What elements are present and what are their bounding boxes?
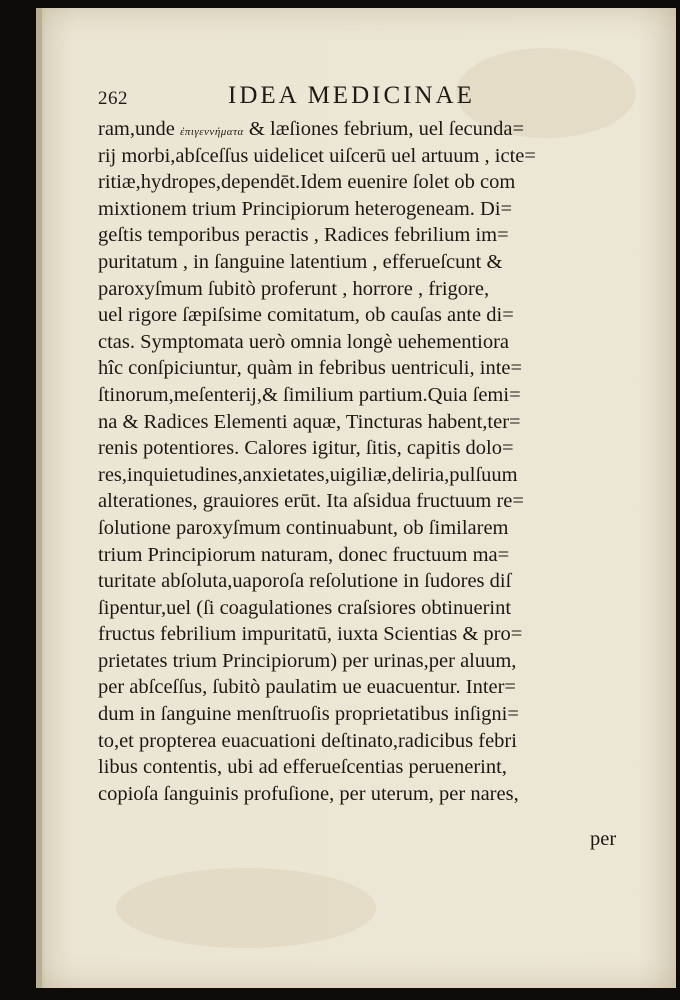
text-line: ritiæ,hydropes,dependēt.Idem euenire ſolet ob com — [98, 171, 516, 194]
text-line: paroxyſmum ſubitò proferunt , horrore , frigore, — [98, 277, 490, 300]
text-line: rij morbi,abſceſſus uidelicet uiſcerū uel artuum , icte= — [98, 144, 536, 167]
text-line: mixtionem trium Principiorum heterogeneam. Di= — [98, 197, 513, 220]
paper-stain — [116, 868, 376, 948]
text-line: hîc conſpiciuntur, quàm in febribus uentriculi, inte= — [98, 357, 523, 380]
page-gutter-edge — [36, 8, 42, 988]
text-line: fructus febrilium impuritatū, iuxta Scientias & pro= — [98, 623, 523, 646]
text-line: libus contentis, ubi ad efferueſcentias peruenerint, — [98, 756, 507, 779]
text-line: puritatum , in ſanguine latentium , efferueſcunt & — [98, 250, 503, 273]
text-line: to,et propterea euacuationi deſtinato,radicibus febri — [98, 729, 517, 752]
text-line: dum in ſanguine menſtruoſis proprietatibus inſigni= — [98, 703, 519, 726]
text-line: res,inquietudines,anxietates,uigiliæ,deliria,pulſuum — [98, 463, 518, 486]
page-header — [98, 82, 618, 112]
text-line: copioſa ſanguinis profuſione, per uterum, per nares, — [98, 782, 519, 805]
text-line: na & Radices Elementi aquæ, Tincturas habent,ter= — [98, 410, 521, 433]
text-line: per abſceſſus, ſubitò paulatim ue euacuentur. Inter= — [98, 676, 516, 699]
text-line: turitate abſoluta,uaporoſa reſolutione in ſudores diſ — [98, 570, 512, 593]
text-line: ctas. Symptomata uerò omnia longè uehementiora — [98, 330, 510, 353]
text-line: ſipentur,uel (ſi coagulationes craſsiores obtinuerint — [98, 596, 512, 619]
text-line: ſtinorum,meſenterij,& ſimilium partium.Quia ſemi= — [98, 383, 521, 406]
text-line: alterationes, grauiores erūt. Ita aſsidua fructuum re= — [98, 490, 524, 513]
text-line: ſolutione paroxyſmum continuabunt, ob ſimilarem — [98, 516, 509, 539]
page-number: 262 — [98, 88, 128, 109]
line-prefix: ram,unde — [98, 118, 180, 140]
text-line: geſtis temporibus peractis , Radices febrilium im= — [98, 224, 509, 247]
text-line: prietates trium Principiorum) per urinas,per aluum, — [98, 649, 517, 672]
line-suffix: & læſiones febrium, uel ſecunda= — [243, 118, 525, 140]
body-text — [98, 116, 650, 807]
text-line — [98, 116, 650, 143]
running-head: IDEA MEDICINAE — [228, 82, 475, 109]
text-line: renis potentiores. Calores igitur, ſitis, capitis dolo= — [98, 437, 514, 460]
greek-word: ἐπιγεννήματα — [179, 126, 244, 138]
catchword: per — [590, 828, 617, 850]
text-line: trium Principiorum naturam, donec fructuum ma= — [98, 543, 510, 566]
text-line: uel rigore ſæpiſsime comitatum, ob cauſas ante di= — [98, 304, 514, 327]
